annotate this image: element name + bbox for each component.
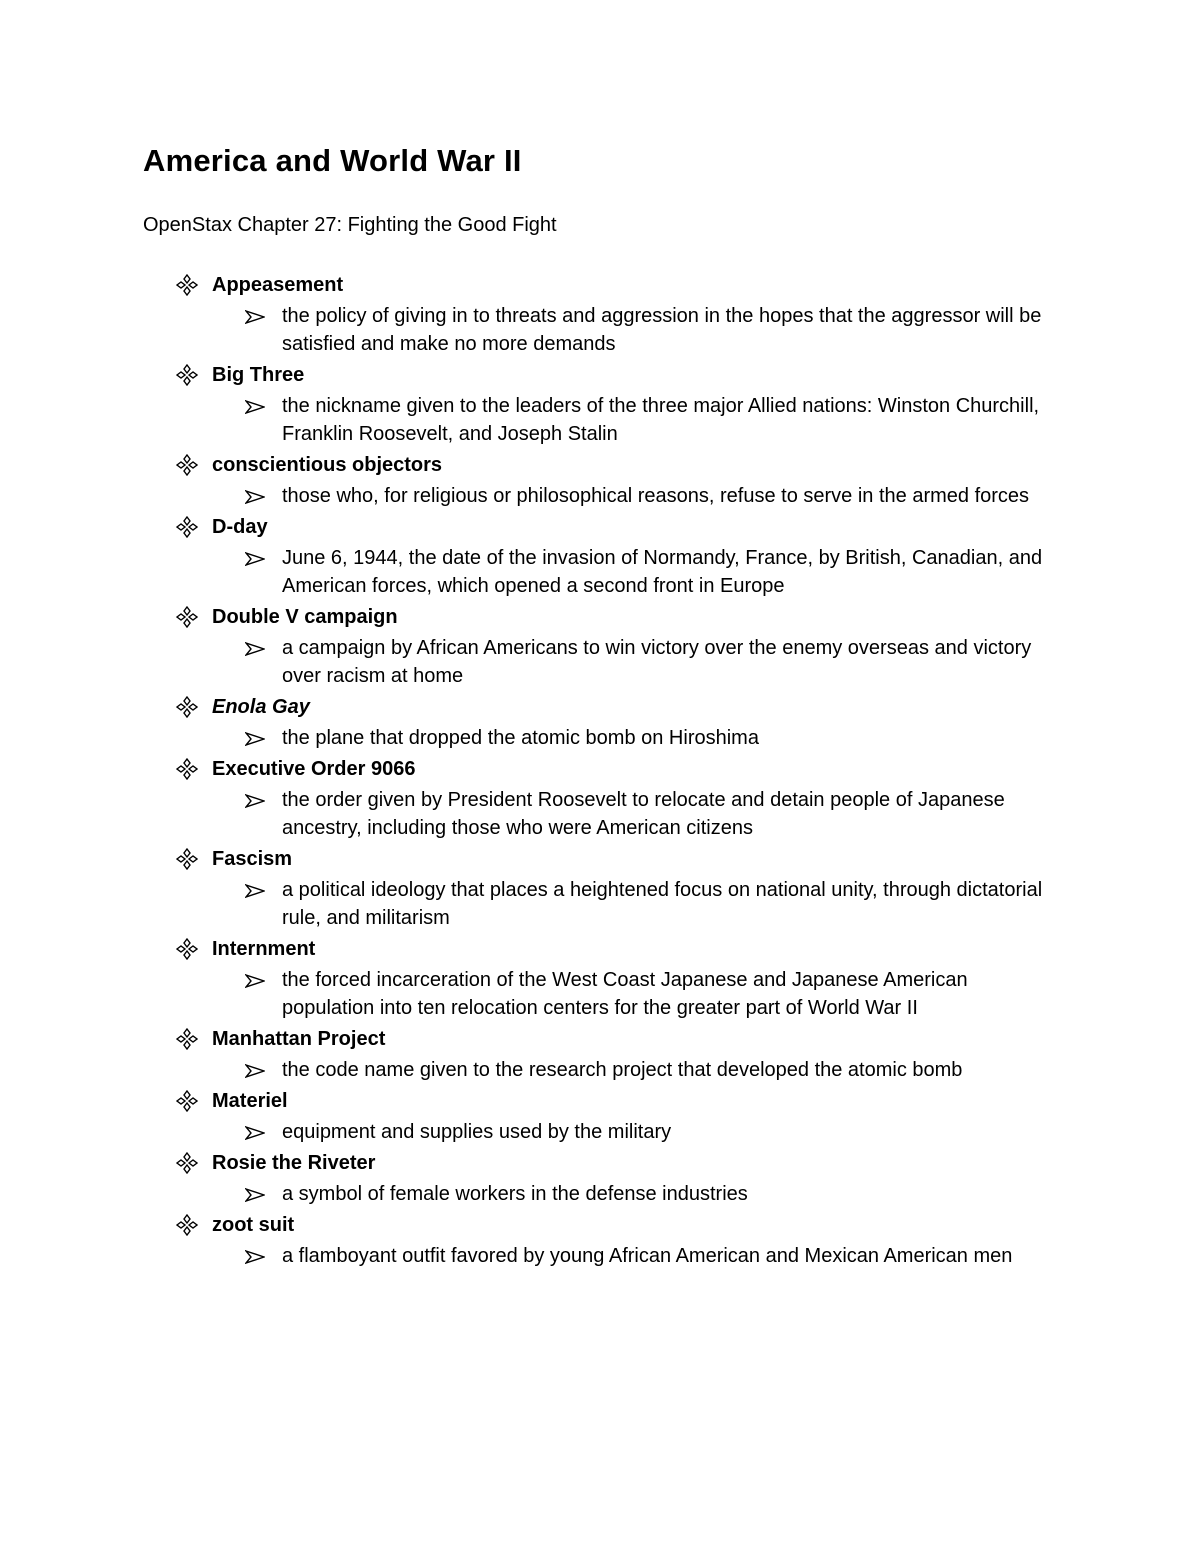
- arrowhead-bullet-icon: [245, 642, 265, 656]
- document-title: America and World War II: [143, 143, 522, 178]
- glossary-definition-text: the order given by President Roosevelt to relocate and detain people of Japanese ancestry, including those who were American citizens: [282, 789, 1005, 839]
- glossary-definition-text: a political ideology that places a heightened focus on national unity, through dictatorial rule, and militarism: [282, 879, 1043, 929]
- glossary-term: Manhattan Project: [212, 1028, 386, 1050]
- glossary-entry: [143, 844, 1063, 932]
- glossary-definition: [212, 634, 1063, 690]
- glossary-entry: [143, 360, 1063, 448]
- glossary-definition: [212, 966, 1063, 1022]
- glossary-definition-text: the forced incarceration of the West Coast Japanese and Japanese American population into ten relocation centers for the greater part of World War II: [282, 969, 968, 1019]
- arrowhead-bullet-icon: [245, 1250, 265, 1264]
- glossary-entry: [143, 512, 1063, 600]
- glossary-definition-text: those who, for religious or philosophical reasons, refuse to serve in the armed forces: [282, 485, 1030, 507]
- glossary-term: zoot suit: [212, 1214, 295, 1236]
- glossary-term: Big Three: [212, 364, 305, 386]
- glossary-entry: [143, 1024, 1063, 1084]
- glossary-term: conscientious objectors: [212, 454, 443, 476]
- glossary-entry: [143, 602, 1063, 690]
- four-diamond-bullet-icon: [176, 758, 198, 780]
- arrowhead-bullet-icon: [245, 1188, 265, 1202]
- four-diamond-bullet-icon: [176, 1152, 198, 1174]
- glossary-definition: [212, 302, 1063, 358]
- four-diamond-bullet-icon: [176, 1214, 198, 1236]
- glossary-definition-text: a flamboyant outfit favored by young African American and Mexican American men: [282, 1245, 1013, 1267]
- glossary-definition: [212, 1242, 1063, 1270]
- arrowhead-bullet-icon: [245, 794, 265, 808]
- glossary-entry: [143, 450, 1063, 510]
- four-diamond-bullet-icon: [176, 1090, 198, 1112]
- glossary-definition-text: a symbol of female workers in the defense industries: [282, 1183, 748, 1205]
- arrowhead-bullet-icon: [245, 974, 265, 988]
- glossary-entry: [143, 754, 1063, 842]
- arrowhead-bullet-icon: [245, 1126, 265, 1140]
- glossary-term: Fascism: [212, 848, 293, 870]
- glossary-term: Double V campaign: [212, 606, 398, 628]
- glossary-definition: [212, 786, 1063, 842]
- glossary-entry: [143, 692, 1063, 752]
- glossary-definition: [212, 1118, 1063, 1146]
- glossary-term: Appeasement: [212, 274, 344, 296]
- glossary-term: Rosie the Riveter: [212, 1152, 376, 1174]
- four-diamond-bullet-icon: [176, 274, 198, 296]
- four-diamond-bullet-icon: [176, 1028, 198, 1050]
- glossary-definition-text: the code name given to the research project that developed the atomic bomb: [282, 1059, 963, 1081]
- glossary-term: Internment: [212, 938, 316, 960]
- glossary-term: Materiel: [212, 1090, 288, 1112]
- glossary-definition-text: the nickname given to the leaders of the three major Allied nations: Winston Churchill, Franklin Roosevelt, and Joseph Stalin: [282, 395, 1040, 445]
- glossary-entry: [143, 1148, 1063, 1208]
- glossary-definition-text: equipment and supplies used by the military: [282, 1121, 672, 1143]
- four-diamond-bullet-icon: [176, 848, 198, 870]
- four-diamond-bullet-icon: [176, 938, 198, 960]
- arrowhead-bullet-icon: [245, 732, 265, 746]
- four-diamond-bullet-icon: [176, 696, 198, 718]
- glossary-definition: [212, 482, 1063, 510]
- glossary-term: Enola Gay: [212, 696, 310, 718]
- arrowhead-bullet-icon: [245, 884, 265, 898]
- arrowhead-bullet-icon: [245, 552, 265, 566]
- glossary-definition: [212, 876, 1063, 932]
- glossary-definition: [212, 392, 1063, 448]
- glossary-definition-text: the plane that dropped the atomic bomb on Hiroshima: [282, 727, 759, 749]
- glossary-definition: [212, 1056, 1063, 1084]
- glossary-entry: [143, 1086, 1063, 1146]
- glossary-definition: [212, 1180, 1063, 1208]
- arrowhead-bullet-icon: [245, 400, 265, 414]
- glossary-term: Executive Order 9066: [212, 758, 416, 780]
- document-subtitle: OpenStax Chapter 27: Fighting the Good Fight: [143, 214, 557, 236]
- glossary-definition: [212, 544, 1063, 600]
- glossary-entry: [143, 934, 1063, 1022]
- glossary-term: D-day: [212, 516, 268, 538]
- arrowhead-bullet-icon: [245, 1064, 265, 1078]
- glossary-entry: [143, 270, 1063, 358]
- four-diamond-bullet-icon: [176, 516, 198, 538]
- four-diamond-bullet-icon: [176, 606, 198, 628]
- glossary-definition-text: the policy of giving in to threats and aggression in the hopes that the aggressor will be satisfied and make no more demands: [282, 305, 1042, 355]
- glossary-definition: [212, 724, 1063, 752]
- arrowhead-bullet-icon: [245, 490, 265, 504]
- four-diamond-bullet-icon: [176, 454, 198, 476]
- glossary-definition-text: June 6, 1944, the date of the invasion of Normandy, France, by British, Canadian, and American forces, which opened a second front in Europe: [282, 547, 1043, 597]
- glossary-definition-text: a campaign by African Americans to win victory over the enemy overseas and victory over racism at home: [282, 637, 1032, 687]
- four-diamond-bullet-icon: [176, 364, 198, 386]
- arrowhead-bullet-icon: [245, 310, 265, 324]
- glossary-list: [143, 270, 1063, 1272]
- glossary-entry: [143, 1210, 1063, 1270]
